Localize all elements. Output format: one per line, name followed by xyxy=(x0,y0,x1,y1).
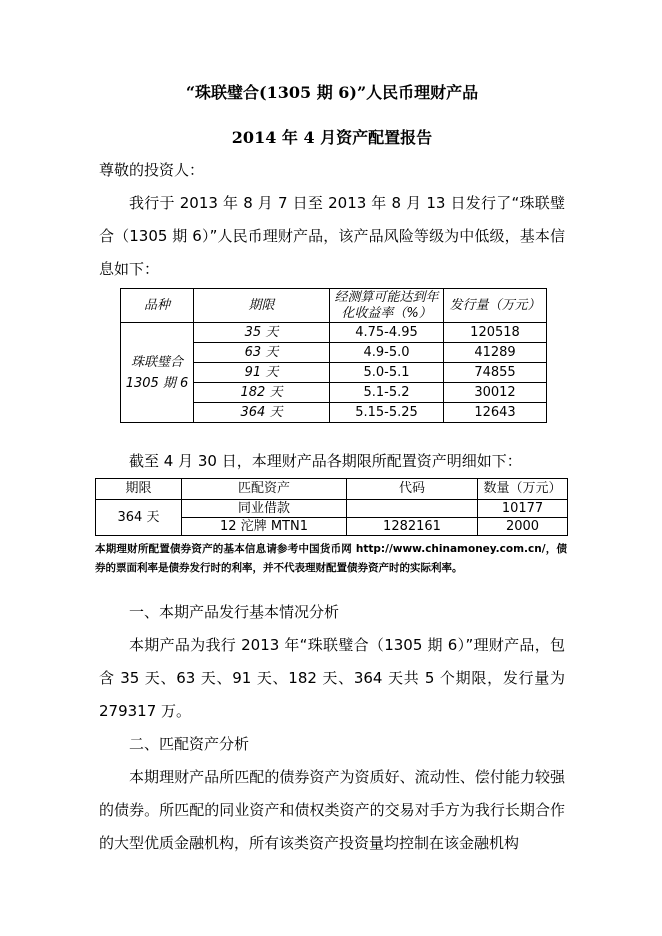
salutation: 尊敬的投资人： xyxy=(99,161,205,179)
allocation-header-code: 代码 xyxy=(347,479,478,500)
issue-amount: 120518 xyxy=(444,323,547,343)
section2-heading: 二、匹配资产分析 xyxy=(129,735,250,753)
issue-term: 182 天 xyxy=(194,383,330,403)
intro-paragraph: 我行于 2013 年 8 月 7 日至 2013 年 8 月 13 日发行了“珠联璧合（1305 期 6）”人民币理财产品，该产品风险等级为中低级，基本信息如下： xyxy=(99,194,565,278)
issue-rate: 5.1-5.2 xyxy=(330,383,444,403)
issue-amount: 12643 xyxy=(444,403,547,423)
allocation-header-asset: 匹配资产 xyxy=(182,479,347,500)
issue-term: 364 天 xyxy=(194,403,330,423)
issue-rate: 4.75-4.95 xyxy=(330,323,444,343)
section2-paragraph: 本期理财产品所匹配的债券资产为资质好、流动性、偿付能力较强的债券。所匹配的同业资产和债权类资产的交易对手方为我行长期合作的大型优质金融机构，所有该类资产投资量均控制在该金融机构 xyxy=(99,768,565,852)
table-row xyxy=(121,323,547,343)
allocation-code xyxy=(347,500,478,518)
allocation-code: 1282161 xyxy=(347,518,478,536)
issue-table-header-row xyxy=(121,289,547,323)
allocation-table-header-row xyxy=(96,479,568,500)
allocation-quantity: 10177 xyxy=(478,500,568,518)
issue-rate: 5.0-5.1 xyxy=(330,363,444,383)
table-row xyxy=(96,500,568,518)
allocation-asset: 12 沱牌 MTN1 xyxy=(182,518,347,536)
section1-paragraph: 本期产品为我行 2013 年“珠联璧合（1305 期 6）”理财产品，包含 35 天、63 天、91 天、182 天、364 天共 5 个期限，发行量为 279317 万。 xyxy=(99,636,565,720)
issue-header-rate: 经测算可能达到年化收益率（%） xyxy=(330,289,444,323)
allocation-term: 364 天 xyxy=(96,500,182,536)
table-footnote: 本期理财所配置债券资产的基本信息请参考中国货币网 http://www.chinamoney.com.cn/，债券的票面利率是债券发行时的利率，并不代表理财配置债券资产时的实际利率。 xyxy=(95,543,567,574)
issue-amount: 41289 xyxy=(444,343,547,363)
document-content xyxy=(95,80,567,860)
allocation-header-quantity: 数量（万元） xyxy=(478,479,568,500)
section1-heading: 一、本期产品发行基本情况分析 xyxy=(129,603,340,621)
issue-term: 63 天 xyxy=(194,343,330,363)
allocation-intro: 截至 4 月 30 日，本理财产品各期限所配置资产明细如下： xyxy=(129,452,522,470)
issue-table xyxy=(120,288,547,423)
document-subtitle: 2014 年 4 月资产配置报告 xyxy=(231,128,433,147)
issue-header-product: 品种 xyxy=(121,289,194,323)
issue-product-name: 珠联璧合 1305 期 6 xyxy=(121,323,194,423)
allocation-quantity: 2000 xyxy=(478,518,568,536)
issue-term: 35 天 xyxy=(194,323,330,343)
issue-amount: 30012 xyxy=(444,383,547,403)
issue-header-term: 期限 xyxy=(194,289,330,323)
document-title: “珠联璧合(1305 期 6)”人民币理财产品 xyxy=(185,83,479,102)
issue-header-amount: 发行量（万元） xyxy=(444,289,547,323)
allocation-table xyxy=(95,478,568,536)
issue-rate: 4.9-5.0 xyxy=(330,343,444,363)
allocation-asset: 同业借款 xyxy=(182,500,347,518)
allocation-header-term: 期限 xyxy=(96,479,182,500)
issue-rate: 5.15-5.25 xyxy=(330,403,444,423)
issue-amount: 74855 xyxy=(444,363,547,383)
issue-term: 91 天 xyxy=(194,363,330,383)
